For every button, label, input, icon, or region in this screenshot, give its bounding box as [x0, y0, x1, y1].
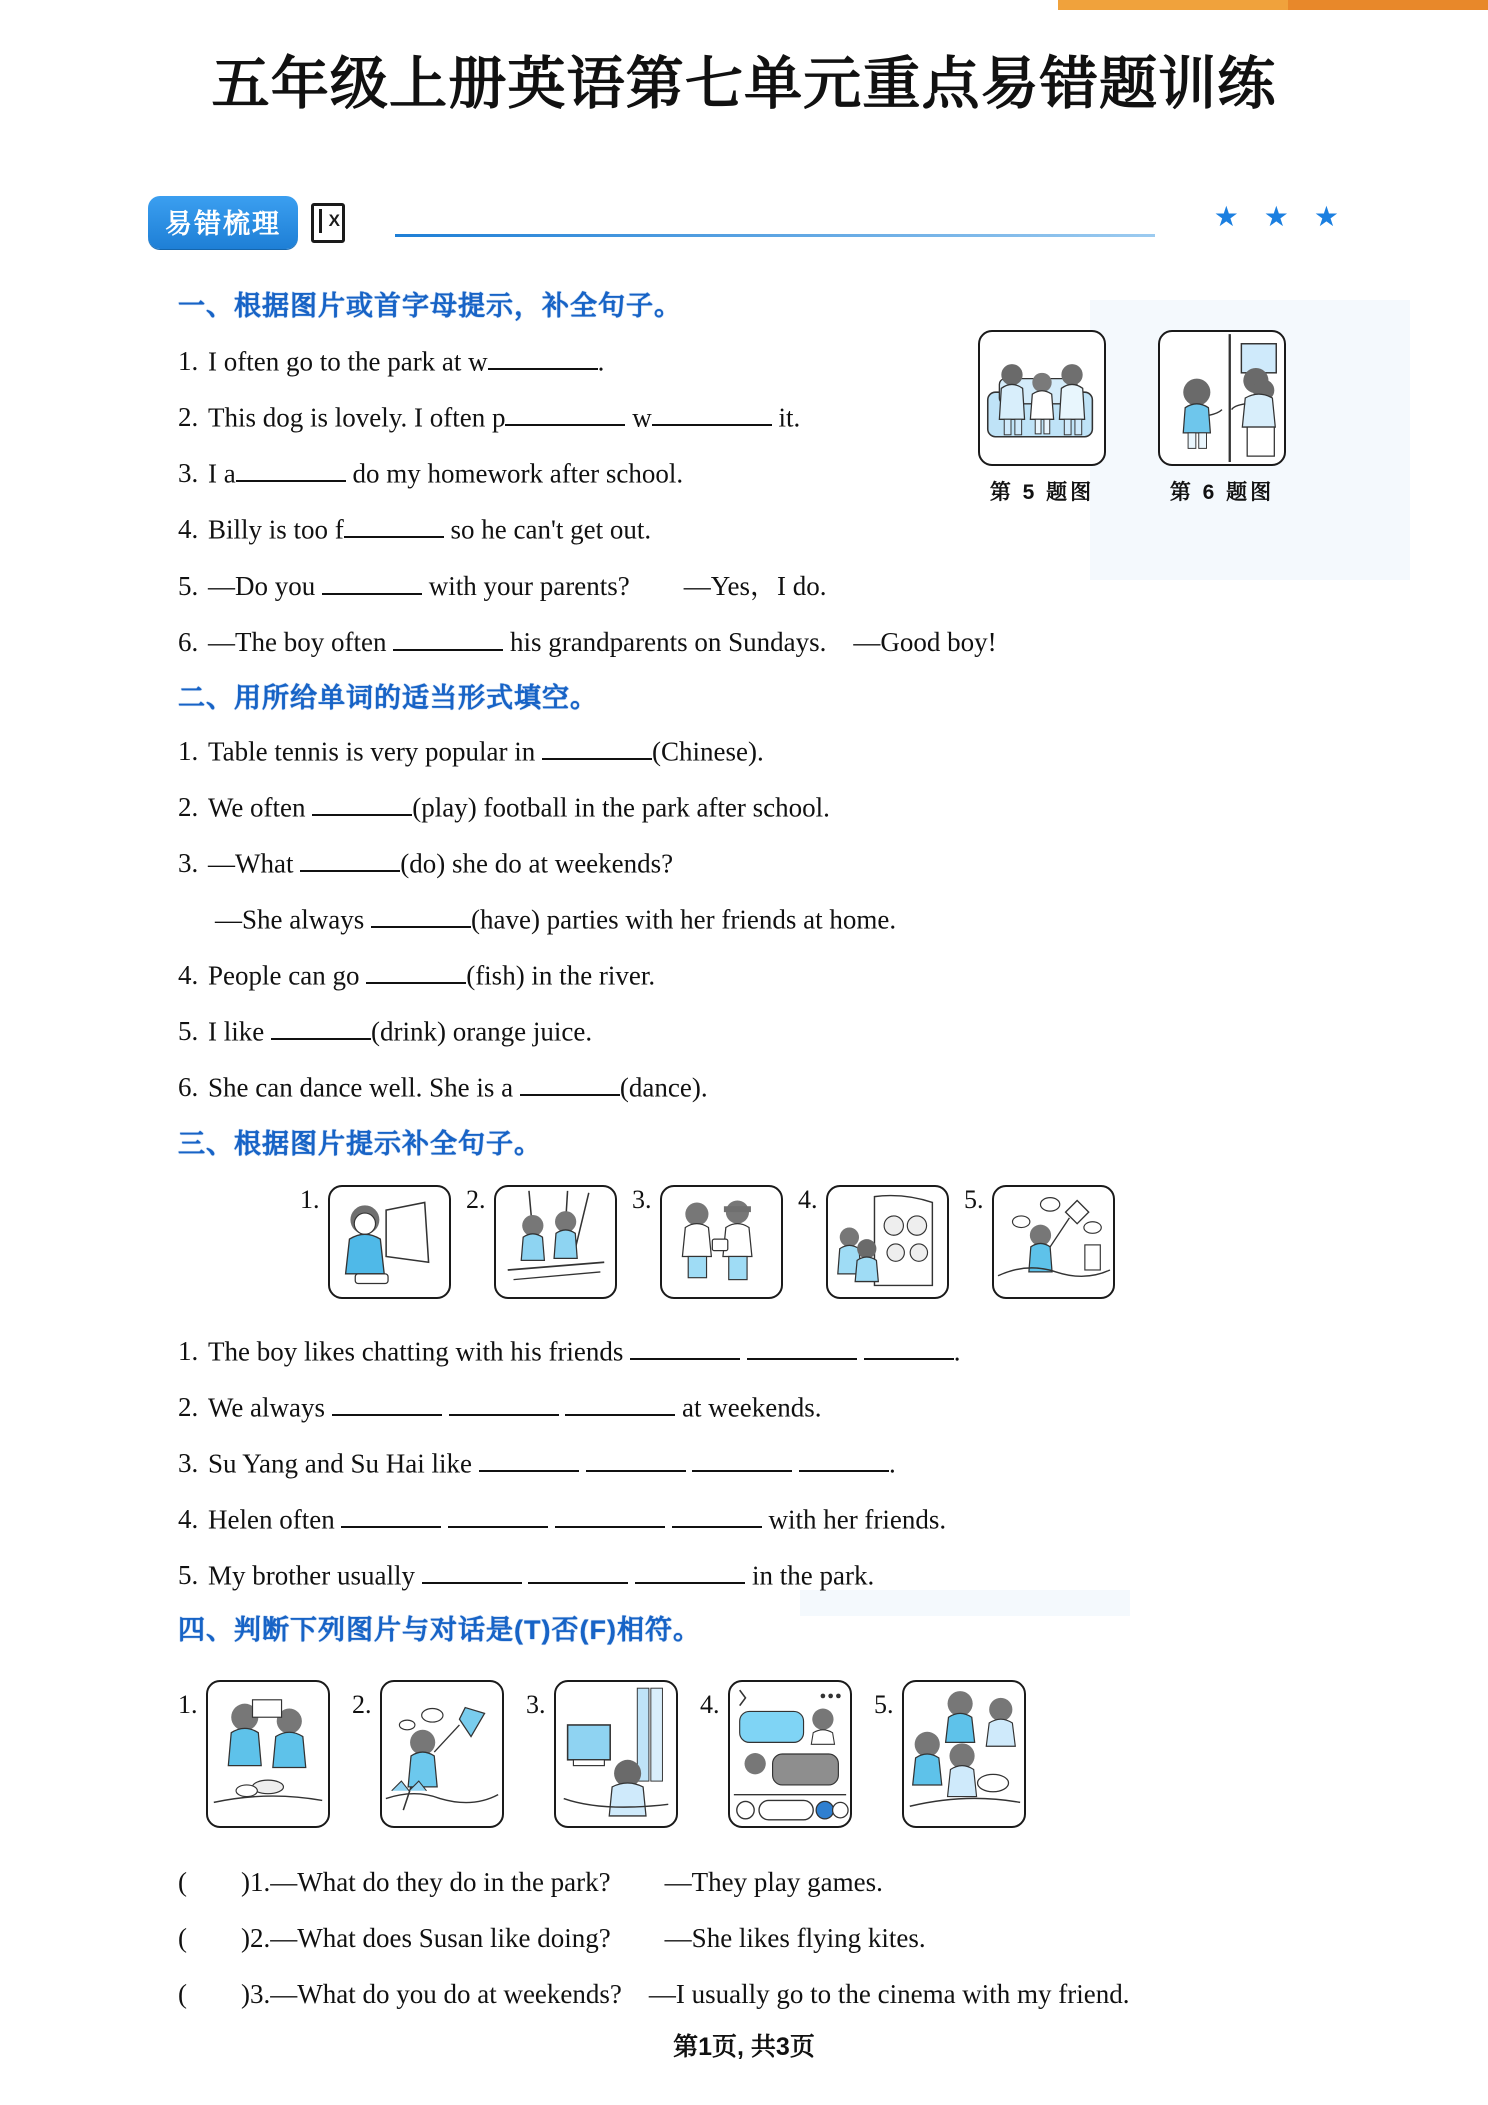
- section-1-item-2: 2. This dog is lovely. I often p w it.: [178, 396, 800, 433]
- answer-blank[interactable]: [344, 508, 444, 538]
- answer-blank[interactable]: [652, 396, 772, 426]
- answer-blank[interactable]: [371, 898, 471, 928]
- section-3-heading: 三、根据图片提示补全句子。: [178, 1129, 542, 1159]
- section-4-heading: 四、判断下列图片与对话是(T)否(F)相符。: [178, 1615, 701, 1645]
- picture-index-4-3: 3.: [526, 1690, 546, 1719]
- section-2-item-1: 1. Table tennis is very popular in (Chinese).: [178, 730, 764, 767]
- top-accent-strip-dark: [1288, 0, 1488, 10]
- family-on-sofa-illustration: [978, 330, 1106, 466]
- answer-blank[interactable]: [322, 565, 422, 595]
- answer-blank[interactable]: [692, 1442, 792, 1472]
- judgement-bracket[interactable]: ( ): [178, 1923, 250, 1953]
- boy-chatting-computer-illustration: [328, 1185, 451, 1299]
- background-tint-2: [800, 1590, 1130, 1616]
- picture-index-3-5: 5.: [964, 1185, 984, 1214]
- boy-at-door-illustration: [1158, 330, 1286, 466]
- header-divider: [395, 234, 1155, 237]
- answer-blank[interactable]: [312, 786, 412, 816]
- answer-blank[interactable]: [635, 1554, 745, 1584]
- picture-index-4-4: 4.: [700, 1690, 720, 1719]
- child-flying-kite-illustration: [992, 1185, 1115, 1299]
- section-3-item-1: 1. The boy likes chatting with his friends .: [178, 1330, 960, 1367]
- children-playing-swing-illustration: [494, 1185, 617, 1299]
- answer-blank[interactable]: [393, 621, 503, 651]
- person-watching-tv-illustration: [554, 1680, 678, 1828]
- figure-caption-5: 第 5 题图: [989, 481, 1095, 504]
- section-3-item-5: 5. My brother usually in the park.: [178, 1554, 874, 1591]
- page-title: 五年级上册英语第七单元重点易错题训练: [211, 52, 1277, 116]
- answer-blank[interactable]: [479, 1442, 579, 1472]
- picture-index-3-4: 4.: [798, 1185, 818, 1214]
- children-picnic-illustration: [206, 1680, 330, 1828]
- answer-blank[interactable]: [672, 1498, 762, 1528]
- answer-blank[interactable]: [448, 1498, 548, 1528]
- section-4-item-2[interactable]: ( )2.—What does Susan like doing? —She likes flying kites.: [178, 1923, 926, 1953]
- answer-blank[interactable]: [271, 1010, 371, 1040]
- answer-blank[interactable]: [747, 1330, 857, 1360]
- section-1-item-5: 5. —Do you with your parents? —Yes，I do.: [178, 564, 826, 603]
- section-2-heading: 二、用所给单词的适当形式填空。: [178, 683, 598, 713]
- answer-blank[interactable]: [300, 842, 400, 872]
- section-3-item-3: 3. Su Yang and Su Hai like .: [178, 1442, 896, 1479]
- section-2-item-3b: —She always (have) parties with her friends at home.: [215, 898, 896, 935]
- family-dinner-illustration: [902, 1680, 1026, 1828]
- book-icon: [311, 203, 345, 243]
- answer-blank[interactable]: [488, 340, 598, 370]
- picture-index-4-1: 1.: [178, 1690, 198, 1719]
- answer-blank[interactable]: [528, 1554, 628, 1584]
- section-1-heading: 一、根据图片或首字母提示，补全句子。: [178, 291, 682, 321]
- answer-blank[interactable]: [505, 396, 625, 426]
- answer-blank[interactable]: [799, 1442, 889, 1472]
- badge-label: 易错梳理: [148, 196, 298, 249]
- answer-blank[interactable]: [542, 730, 652, 760]
- answer-blank[interactable]: [864, 1330, 954, 1360]
- children-taking-photo-illustration: [660, 1185, 783, 1299]
- section-1-item-3: 3. I a do my homework after school.: [178, 452, 683, 489]
- page-footer: 第1页, 共3页: [673, 2033, 815, 2061]
- answer-blank[interactable]: [341, 1498, 441, 1528]
- section-2-item-2: 2. We often (play) football in the park after school.: [178, 786, 830, 823]
- section-4-item-1[interactable]: ( )1.—What do they do in the park? —They play games.: [178, 1867, 883, 1897]
- phone-chat-illustration: [728, 1680, 852, 1828]
- picture-index-4-5: 5.: [874, 1690, 894, 1719]
- section-2-item-6: 6. She can dance well. She is a (dance).: [178, 1066, 708, 1103]
- difficulty-stars: ★ ★ ★: [1213, 202, 1348, 233]
- picture-index-3-1: 1.: [300, 1185, 320, 1214]
- picture-index-4-2: 2.: [352, 1690, 372, 1719]
- section-1-item-1: 1. I often go to the park at w .: [178, 340, 604, 377]
- answer-blank[interactable]: [422, 1554, 522, 1584]
- figure-caption-6: 第 6 题图: [1169, 481, 1275, 504]
- section-3-item-2: 2. We always at weekends.: [178, 1386, 821, 1423]
- answer-blank[interactable]: [630, 1330, 740, 1360]
- judgement-bracket[interactable]: ( ): [178, 1867, 250, 1897]
- answer-blank[interactable]: [520, 1066, 620, 1096]
- answer-blank[interactable]: [332, 1386, 442, 1416]
- section-2-item-4: 4. People can go (fish) in the river.: [178, 954, 655, 991]
- section-2-item-5: 5. I like (drink) orange juice.: [178, 1010, 592, 1047]
- section-4-item-3[interactable]: ( )3.—What do you do at weekends? —I usually go to the cinema with my friend.: [178, 1979, 1130, 2009]
- girl-flying-kite-illustration: [380, 1680, 504, 1828]
- answer-blank[interactable]: [586, 1442, 686, 1472]
- answer-blank[interactable]: [565, 1386, 675, 1416]
- answer-blank[interactable]: [236, 452, 346, 482]
- section-1-item-4: 4. Billy is too f so he can't get out.: [178, 508, 651, 545]
- section-1-item-6: 6. —The boy often his grandparents on Sundays. —Good boy!: [178, 620, 997, 659]
- children-watching-animals-illustration: [826, 1185, 949, 1299]
- picture-index-3-2: 2.: [466, 1185, 486, 1214]
- judgement-bracket[interactable]: ( ): [178, 1979, 250, 2009]
- answer-blank[interactable]: [555, 1498, 665, 1528]
- section-3-item-4: 4. Helen often with her friends.: [178, 1498, 946, 1535]
- picture-index-3-3: 3.: [632, 1185, 652, 1214]
- answer-blank[interactable]: [366, 954, 466, 984]
- answer-blank[interactable]: [449, 1386, 559, 1416]
- section-2-item-3: 3. —What (do) she do at weekends?: [178, 842, 673, 879]
